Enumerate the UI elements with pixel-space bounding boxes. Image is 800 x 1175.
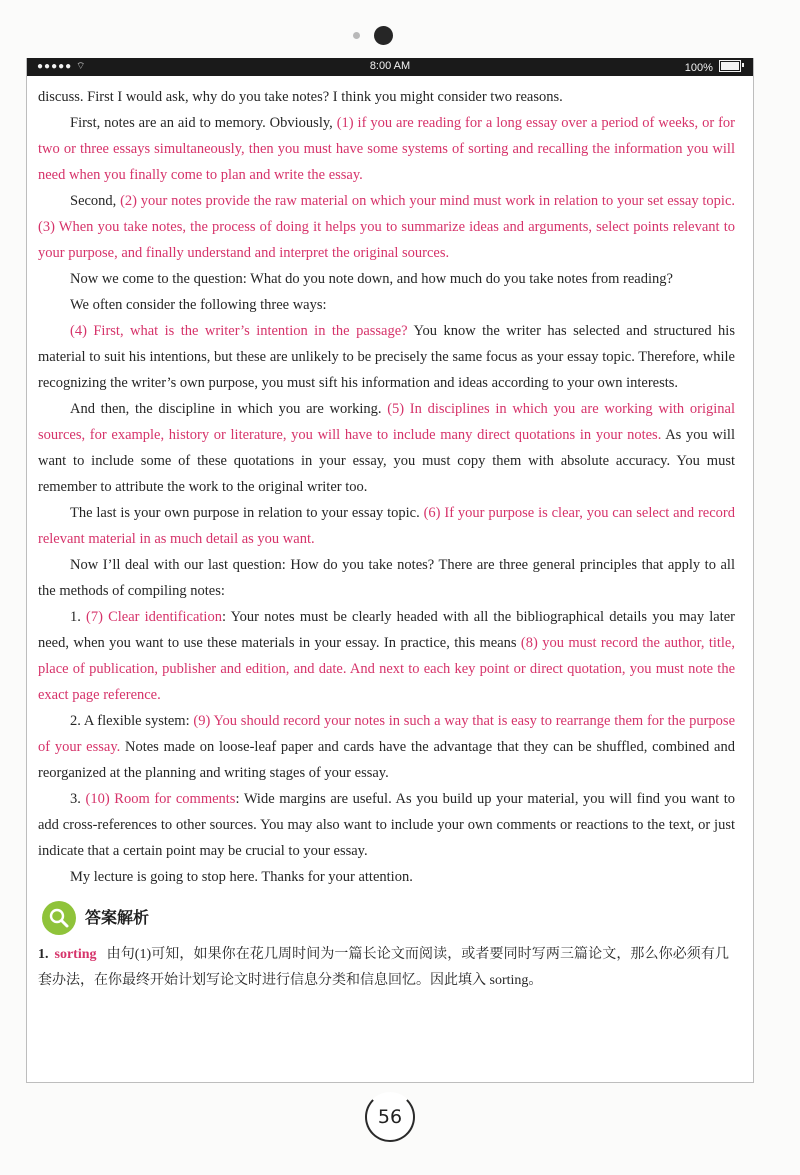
answer-section-title: 答案解析 <box>85 908 150 927</box>
paragraph <box>38 786 735 864</box>
text-run: You know the writer has selected and structured his material to suit his intentions, but these are unlikely to be precisely the same focus as your essay topic. Therefore, while recognizing the writer’s own purpose, you must sift his information and ideas according to your own interests. <box>38 323 735 391</box>
page-indicator <box>0 26 800 46</box>
paragraph <box>38 188 735 266</box>
highlighted-text: (1) if you are reading for a long essay over a period of weeks, or for two or three essays simultaneously, then you must have some systems of sorting and recalling the information you will need when you finally come to plan and write the essay. <box>38 115 735 183</box>
text-run: First, notes are an aid to memory. Obviously, <box>70 115 337 131</box>
answer-section-header <box>38 898 735 938</box>
status-bar <box>27 58 753 76</box>
highlighted-text: (2) your notes provide the raw material on which your mind must work in relation to your set essay topic. (3) When you take notes, the process of doing it helps you to summarize ideas and arguments, select points relevant to your purpose, and finally understand and interpret the original sources. <box>38 193 736 261</box>
text-run: We often consider the following three ways: <box>70 297 327 313</box>
text-run: Notes made on loose-leaf paper and cards have the advantage that they can be shuffled, combined and reorganized at the planning and writing stages of your essay. <box>38 739 735 781</box>
answer-item <box>38 942 735 994</box>
paragraph <box>38 500 735 552</box>
battery-icon <box>719 60 741 72</box>
text-run: : Your notes must be clearly headed with all the bibliographical details you may later need, when you want to use these materials in your essay. In practice, this means <box>38 609 735 651</box>
status-time: 8:00 AM <box>369 60 411 72</box>
text-run: : Wide margins are useful. As you build up your material, you will find you want to add cross-references to other sources. You may also want to include your own comments or reactions to the text, or just indicate that a certain point may be crucial to your essay. <box>38 791 735 859</box>
text-run: As you will want to include some of these quotations in your essay, you must copy them with absolute accuracy. You must remember to attribute the work to the original writer too. <box>38 427 735 495</box>
text-run: Now we come to the question: What do you note down, and how much do you take notes from reading? <box>70 271 673 287</box>
page-dot-active <box>374 26 393 45</box>
battery-indicator <box>685 60 741 74</box>
text-run: 2. A flexible system: <box>70 713 194 729</box>
text-run: And then, the discipline in which you are working. <box>70 401 388 417</box>
text-run: 3. <box>70 791 86 807</box>
paragraph <box>38 708 735 786</box>
paragraph <box>38 110 735 188</box>
text-run: 1. <box>70 609 87 625</box>
highlighted-text: (6) If your purpose is clear, you can select and record relevant material in as much detail as you want. <box>38 505 735 547</box>
highlighted-text: (7) Clear identification <box>86 609 222 625</box>
highlighted-text: (8) you must record the author, title, place of publication, publisher and edition, and date. And next to each key point or direct quotation, you must note the exact page reference. <box>38 635 735 703</box>
text-run: The last is your own purpose in relation to your essay topic. <box>70 505 424 521</box>
highlighted-text: (5) In disciplines in which you are working with original sources, for example, history or literature, you will have to include many direct quotations in your notes. <box>38 401 735 443</box>
magnifier-icon <box>42 901 76 935</box>
paragraph <box>38 396 735 500</box>
answer-explanation: 由句(1)可知，如果你在花几周时间为一篇长论文而阅读，或者要同时写两三篇论文，那么你必须有几套办法，在你最终开始计划写论文时进行信息分类和信息回忆。因此填入 sorting。 <box>38 947 729 988</box>
paragraph <box>38 552 735 604</box>
highlighted-text: (9) You should record your notes in such a way that is easy to rearrange them for the purpose of your essay. <box>38 713 736 755</box>
highlighted-text: (10) Room for comments <box>85 791 236 807</box>
paragraph <box>38 604 735 708</box>
text-run: Now I’ll deal with our last question: How do you take notes? There are three general principles that apply to all the methods of compiling notes: <box>38 557 735 599</box>
signal-wifi-icon: ●●●●● ⌔ <box>37 61 87 72</box>
battery-percent: 100% <box>684 62 713 74</box>
text-run: Second, <box>70 193 121 209</box>
paragraph <box>38 292 735 318</box>
page-dot-inactive <box>353 32 360 39</box>
page-number: 56 <box>365 1092 415 1142</box>
paragraph <box>38 84 735 110</box>
tablet-frame <box>26 58 754 1083</box>
highlighted-text: (4) First, what is the writer’s intention in the passage? <box>70 323 408 339</box>
article-body <box>27 76 753 994</box>
text-run: discuss. First I would ask, why do you take notes? I think you might consider two reasons. <box>38 89 563 105</box>
paragraph <box>38 864 735 890</box>
text-run: My lecture is going to stop here. Thanks for your attention. <box>70 869 413 885</box>
answer-word: sorting <box>54 947 97 962</box>
paragraph <box>38 318 735 396</box>
answer-number: 1. <box>38 947 49 962</box>
paragraph <box>38 266 735 292</box>
